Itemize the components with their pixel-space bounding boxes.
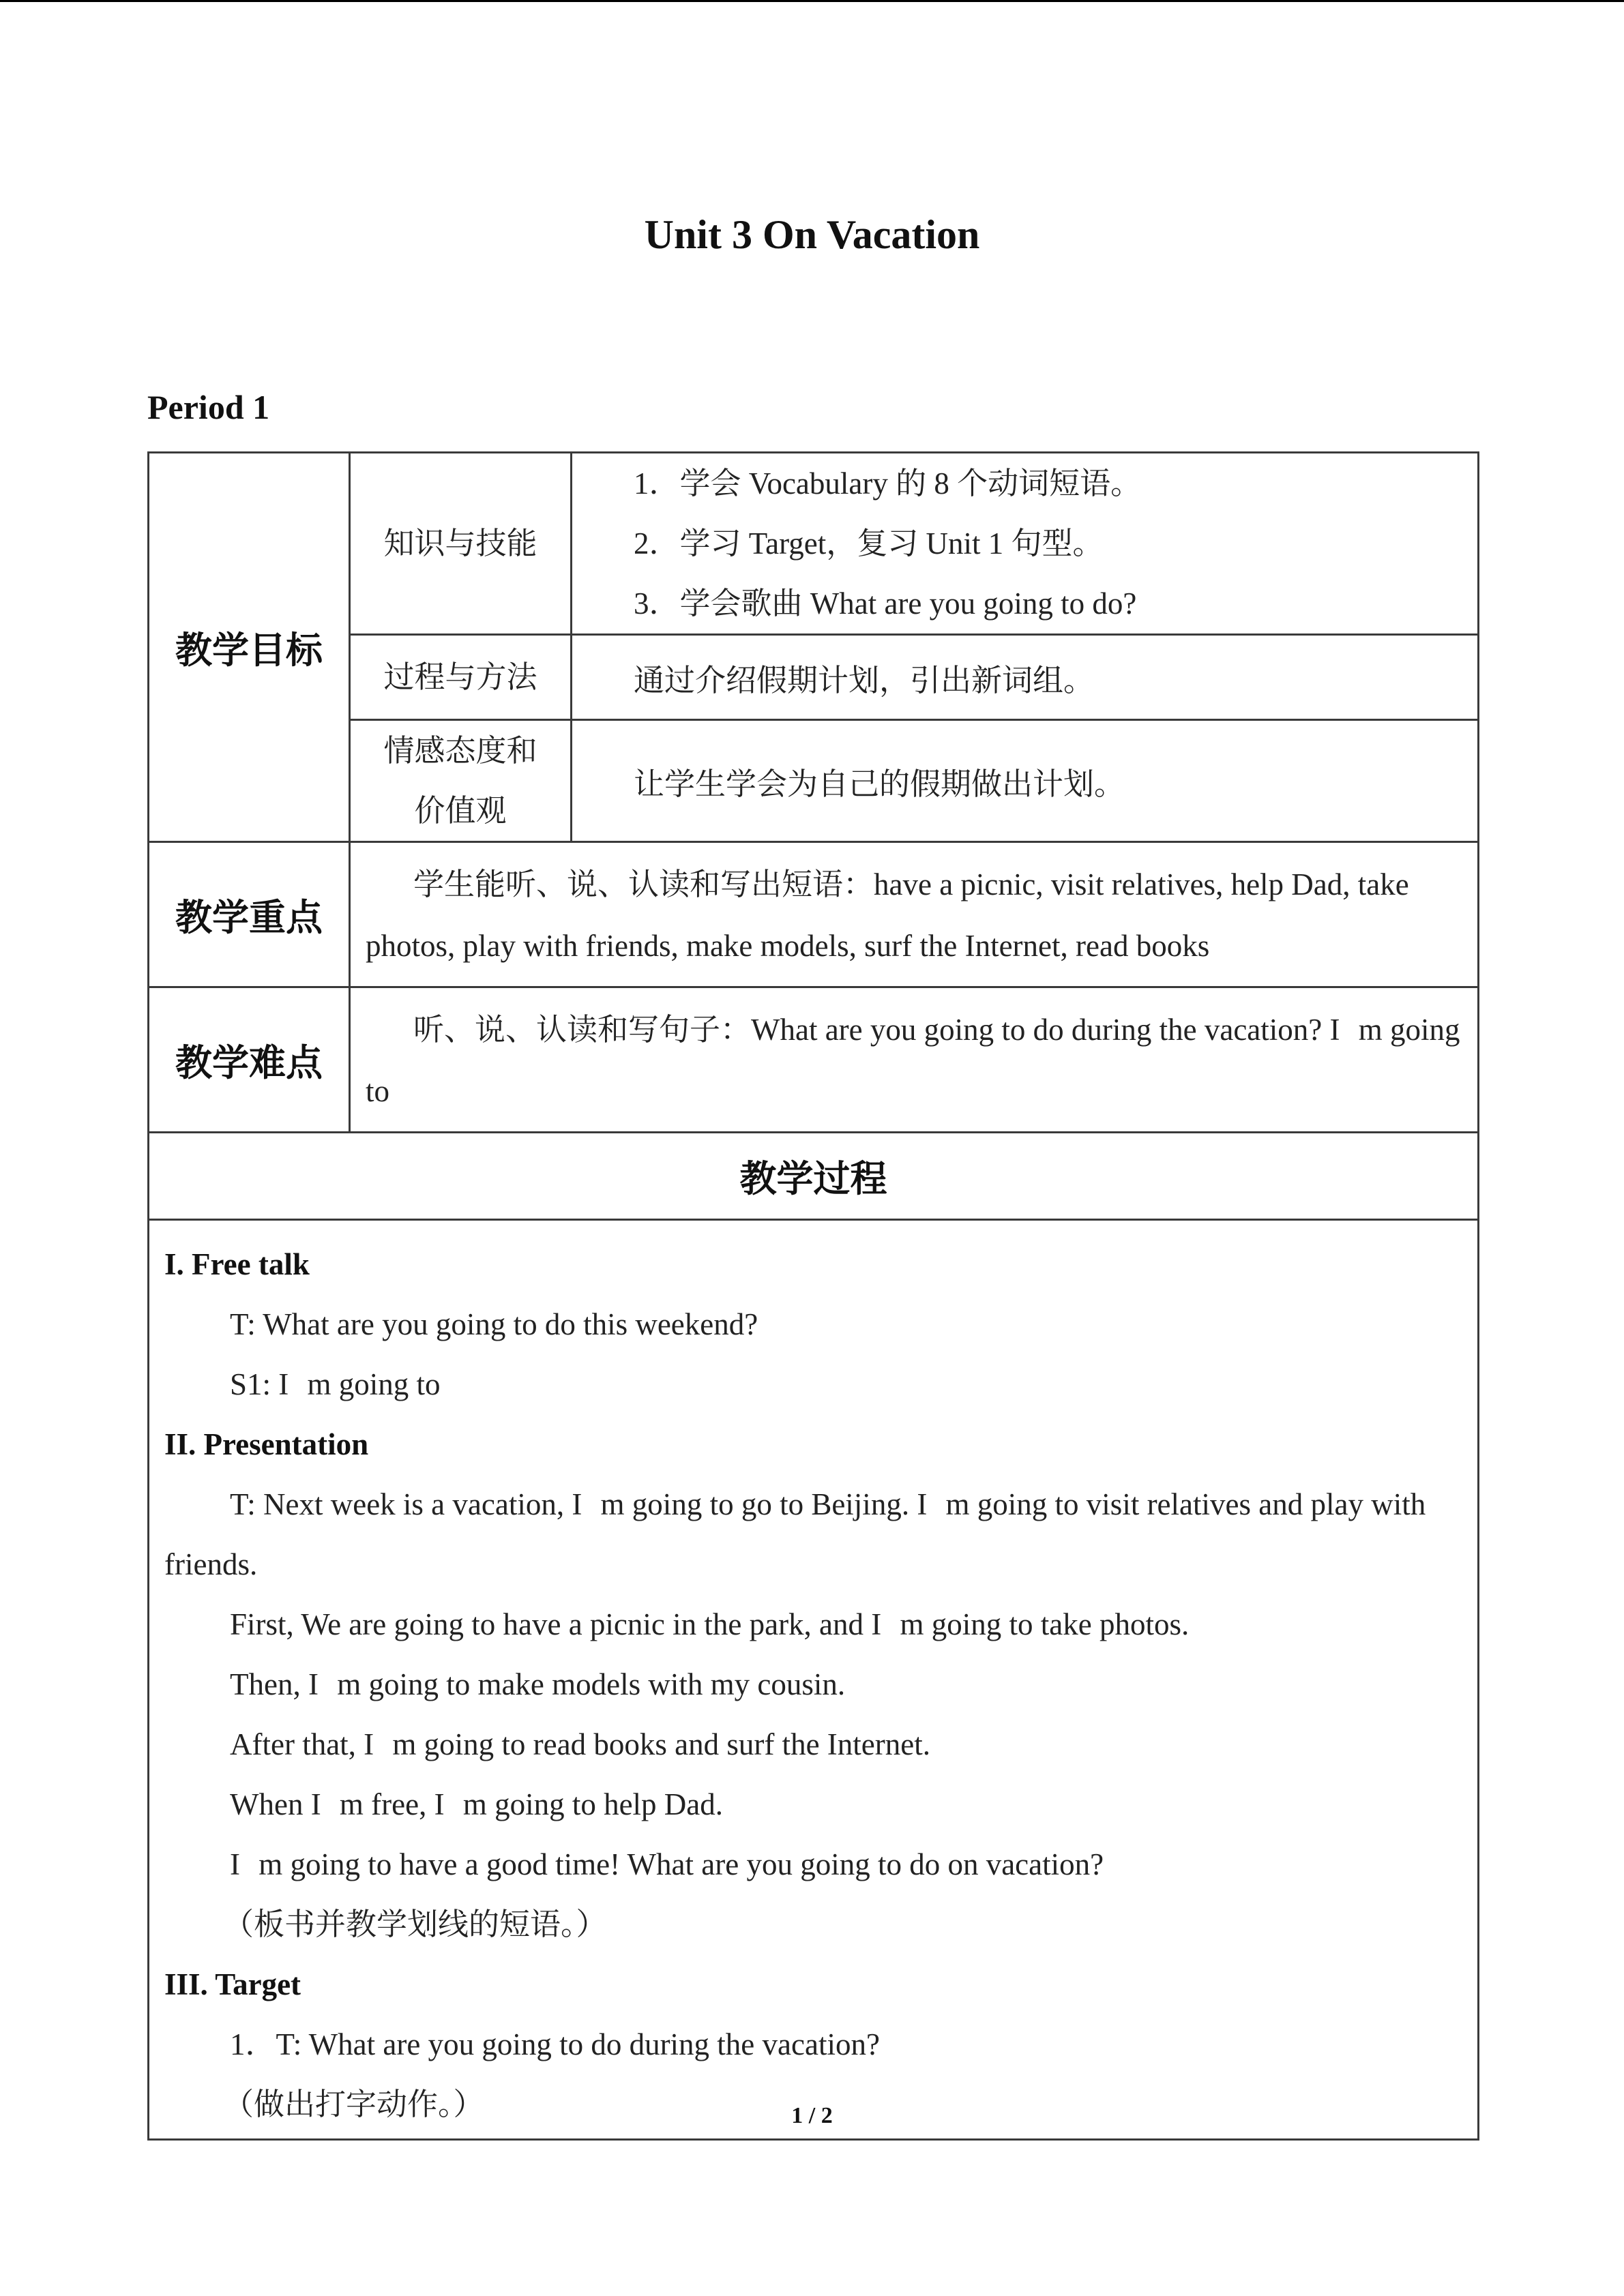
emotion-values-label-line: 情感态度和: [383, 734, 537, 768]
presentation-line: First, We are going to have a picnic in the park, and Im going to take photos.: [230, 1607, 1190, 1641]
presentation-note: （板书并教学划线的短语。）: [223, 1907, 607, 1941]
presentation-line: After that, Im going to read books and surf the Internet.: [230, 1727, 930, 1761]
objectives-label: 教学目标: [149, 453, 350, 842]
knowledge-skills-content: [572, 453, 1479, 635]
teaching-process-title: 教学过程: [149, 1133, 1479, 1220]
difficulties-label: 教学难点: [149, 987, 350, 1133]
target-note: （做出打字动作。）: [223, 2087, 484, 2121]
emotion-values-content: 让学生学会为自己的假期做出计划。: [572, 720, 1479, 842]
free-talk-heading: I. Free talk: [164, 1247, 310, 1281]
document-title: Unit 3 On Vacation: [644, 212, 980, 257]
presentation-heading: II. Presentation: [164, 1427, 369, 1461]
teaching-process-header-row: [149, 1133, 1479, 1220]
objective-item: 1．学会 Vocabulary 的 8 个动词短语。: [634, 466, 1142, 501]
target-heading: III. Target: [164, 1967, 301, 2001]
difficulties-row: [149, 987, 1479, 1133]
presentation-paragraph: T: Next week is a vacation, Im going to go to Beijing. Im going to visit relatives and play with friends.: [164, 1487, 1426, 1581]
objective-item: 2．学习 Target，复习 Unit 1 句型。: [634, 526, 1104, 561]
dialogue-line: T: What are you going to do this weekend?: [230, 1307, 758, 1341]
objectives-knowledge-row: [149, 453, 1479, 635]
difficulties-content: 听、说、认读和写句子：What are you going to do during the vacation? Im going to: [350, 987, 1479, 1133]
presentation-line: Im going to have a good time! What are you going to do on vacation?: [230, 1847, 1104, 1881]
top-border-line: [0, 0, 1624, 2]
key-points-label: 教学重点: [149, 842, 350, 987]
lesson-plan-table: [147, 451, 1479, 2141]
presentation-line: Then, Im going to make models with my cousin.: [230, 1667, 846, 1701]
dialogue-line: S1: Im going to: [230, 1367, 465, 1401]
objective-item: 3．学会歌曲 What are you going to do?: [634, 586, 1137, 621]
key-points-content: 学生能听、说、认读和写出短语：have a picnic, visit relatives, help Dad, take photos, play with friends, make models, surf the Internet, read books: [350, 842, 1479, 987]
emotion-values-label: [350, 720, 572, 842]
target-line: 1．T: What are you going to do during the vacation?: [230, 2027, 880, 2061]
emotion-values-label-line: 价值观: [414, 794, 507, 828]
presentation-line: When Im free, Im going to help Dad.: [230, 1787, 724, 1821]
process-methods-label: 过程与方法: [350, 635, 572, 720]
teaching-process-content: [149, 1220, 1479, 2140]
key-points-row: [149, 842, 1479, 987]
knowledge-skills-label: 知识与技能: [350, 453, 572, 635]
page-number: 1 / 2: [791, 2103, 833, 2128]
process-methods-content: 通过介绍假期计划，引出新词组。: [572, 635, 1479, 720]
period-heading: Period 1: [147, 388, 270, 426]
teaching-process-body-row: [149, 1220, 1479, 2140]
